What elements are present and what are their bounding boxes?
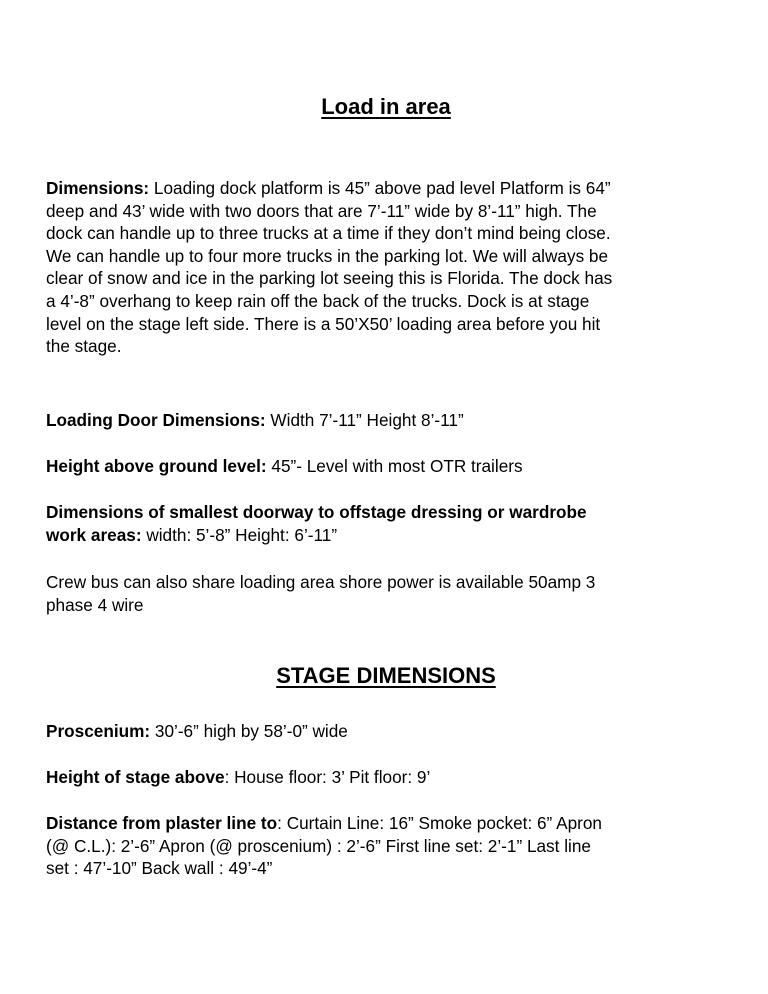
distance-line-2: (@ C.L.): 2’-6” Apron (@ proscenium) : 2’-6” First line set: 2’-1” Last line [46, 835, 591, 856]
loading-door-paragraph [46, 409, 726, 432]
height-above-ground-label: Height above ground level: [46, 456, 267, 476]
dimensions-line-2: deep and 43’ wide with two doors that are 7’-11” wide by 8’-11” high. The [46, 200, 597, 221]
height-of-stage-label: Height of stage above [46, 767, 225, 787]
dimensions-line-7: level on the stage left side. There is a 50’X50’ loading area before you hit [46, 313, 601, 334]
distance-line-3: set : 47’-10” Back wall : 49’-4” [46, 858, 273, 879]
dimensions-paragraph [46, 177, 726, 358]
smallest-doorway-value: width: 5’-8” Height: 6’-11” [141, 524, 338, 545]
height-of-stage-paragraph [46, 766, 726, 789]
crew-bus-paragraph [46, 571, 726, 616]
crew-bus-line-1: Crew bus can also share loading area shore power is available 50amp 3 [46, 572, 596, 592]
dimensions-line-8: the stage. [46, 336, 122, 357]
height-above-ground-paragraph [46, 455, 726, 478]
dimensions-line-4: We can handle up to four more trucks in the parking lot. We will always be [46, 245, 609, 266]
dimensions-line-1: Dimensions: Loading dock platform is 45” above pad level Platform is 64” [46, 178, 611, 198]
distance-from-plaster-paragraph: Distance from plaster line to: Curtain Line: 16” Smoke pocket: 6” Apron (@ C.L.): 2’-6” Apron (@ proscenium) : 2’-6” First line set: 2’-1” Last line set : 47’-10” Back wall : 49’-4” [46, 812, 726, 880]
height-of-stage-value: : House floor: 3’ Pit floor: 9’ [224, 767, 431, 787]
dimensions-line-3: dock can handle up to three trucks at a time if they don’t mind being close. [46, 223, 611, 244]
smallest-doorway-label-2: work areas: [46, 524, 142, 545]
distance-from-plaster-label: Distance from plaster line to [46, 813, 278, 833]
crew-bus-line-2: phase 4 wire [46, 594, 144, 615]
load-in-heading: Load in area [321, 94, 451, 119]
proscenium-value: 30’-6” high by 58’-0” wide [150, 721, 348, 741]
proscenium-label: Proscenium: [46, 721, 151, 741]
smallest-doorway-paragraph [46, 501, 726, 546]
loading-door-label: Loading Door Dimensions: [46, 410, 266, 430]
dimensions-label: Dimensions: [46, 178, 150, 198]
loading-door-value: Width 7’-11” Height 8’-11” [265, 410, 464, 430]
dimensions-line-5: clear of snow and ice in the parking lot seeing this is Florida. The dock has [46, 268, 613, 289]
smallest-doorway-label-1: Dimensions of smallest doorway to offstage dressing or wardrobe [46, 502, 587, 522]
dimensions-line-6: a 4’-8” overhang to keep rain off the back of the trucks. Dock is at stage [46, 290, 590, 311]
height-above-ground-value: 45”- Level with most OTR trailers [266, 456, 523, 476]
stage-dimensions-heading: STAGE DIMENSIONS [276, 663, 496, 688]
proscenium-paragraph [46, 720, 726, 743]
